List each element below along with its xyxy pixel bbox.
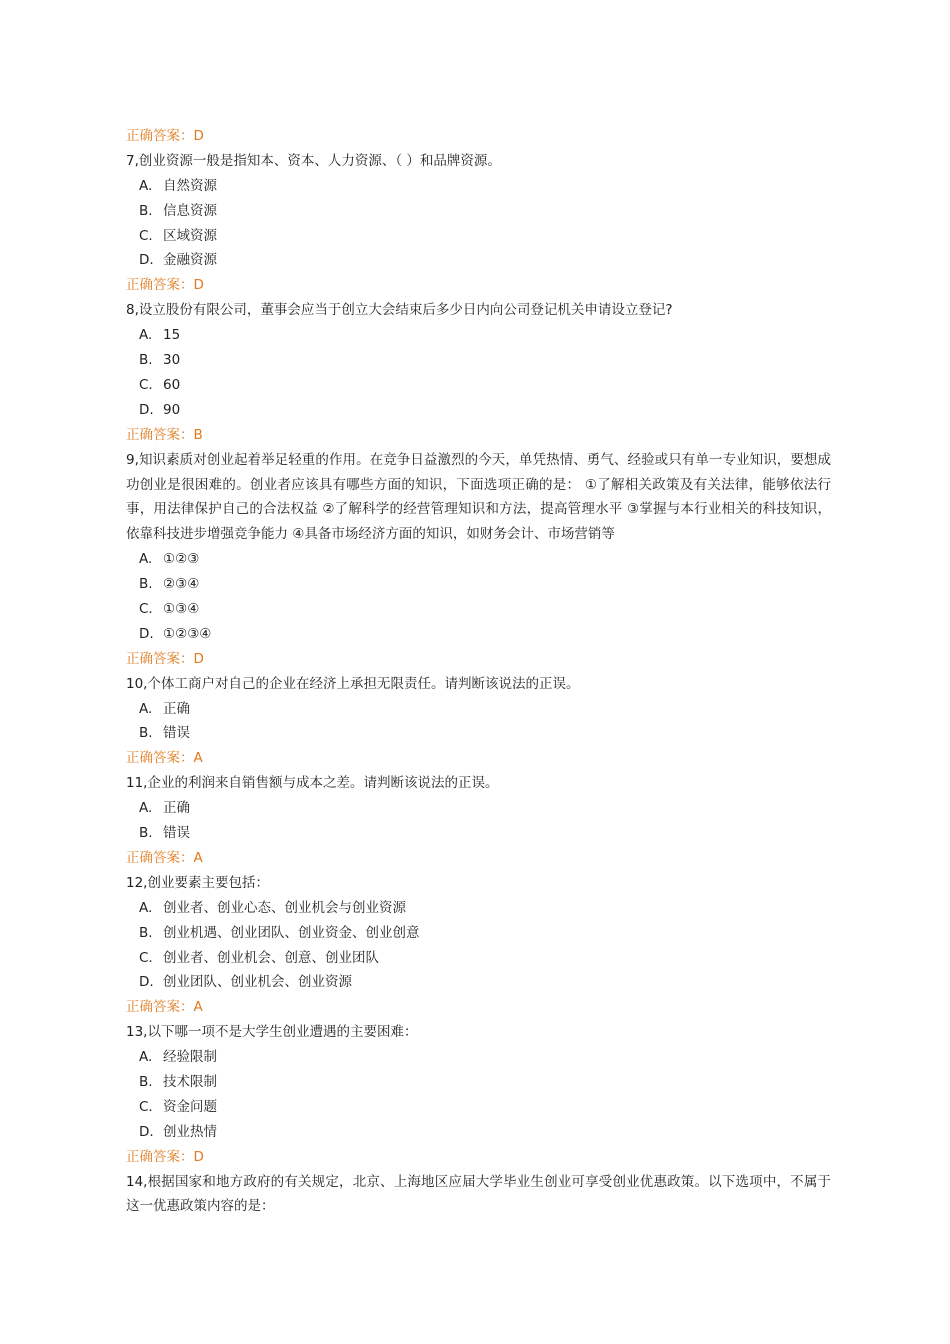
option-text: 资金问题	[163, 1098, 217, 1115]
option-text: 创业者、创业心态、创业机会与创业资源	[163, 899, 406, 916]
answer-line: 正确答案：A	[126, 849, 203, 866]
option-text: 经验限制	[163, 1049, 217, 1066]
option-key: D.	[139, 401, 154, 418]
question-block	[126, 1170, 831, 1220]
option-key: A.	[139, 327, 153, 344]
option-item	[126, 348, 831, 373]
question-stem: 11,企业的利润来自销售额与成本之差。请判断该说法的正误。	[126, 775, 499, 792]
option-text: 15	[163, 327, 181, 344]
option-text: 错误	[163, 725, 190, 742]
option-key: D.	[139, 252, 154, 269]
option-key: B.	[139, 825, 153, 842]
option-key: B.	[139, 352, 153, 369]
option-item	[126, 224, 831, 249]
question-block	[126, 771, 831, 871]
option-text: 错误	[163, 825, 190, 842]
option-item	[126, 896, 831, 921]
option-text: 90	[163, 401, 181, 418]
option-key: B.	[139, 202, 153, 219]
option-item	[126, 398, 831, 423]
answer-line: 正确答案：B	[126, 426, 203, 443]
option-key: A.	[139, 1049, 153, 1066]
answer-line: 正确答案：D	[126, 128, 204, 144]
option-key: A.	[139, 551, 153, 568]
option-item	[126, 1070, 831, 1095]
option-text: 创业热情	[163, 1123, 217, 1140]
option-item	[126, 323, 831, 348]
option-item	[126, 199, 831, 224]
option-key: D.	[139, 974, 154, 991]
option-key: B.	[139, 924, 153, 941]
option-text: ①③④	[163, 601, 200, 618]
option-text: ②③④	[163, 576, 200, 593]
option-item	[126, 547, 831, 572]
option-text: 金融资源	[163, 252, 217, 269]
option-item	[126, 174, 831, 199]
option-text: 自然资源	[163, 177, 217, 194]
question-block	[126, 298, 831, 447]
question-stem: 14,根据国家和地方政府的有关规定，北京、上海地区应届大学毕业生创业可享受创业优惠政策。以下选项中，不属于这一优惠政策内容的是：	[126, 1173, 831, 1215]
option-item	[126, 796, 831, 821]
question-stem: 7,创业资源一般是指知本、资本、人力资源、（ ）和品牌资源。	[126, 152, 501, 169]
question-block	[126, 448, 831, 672]
option-text: 创业者、创业机会、创意、创业团队	[163, 949, 379, 966]
option-key: C.	[139, 949, 153, 966]
option-text: 30	[163, 352, 181, 369]
option-key: C.	[139, 601, 153, 618]
option-text: 60	[163, 376, 181, 393]
option-text: 信息资源	[163, 202, 217, 219]
option-item	[126, 821, 831, 846]
option-item	[126, 970, 831, 995]
option-key: C.	[139, 227, 153, 244]
option-item	[126, 946, 831, 971]
option-text: 正确	[163, 800, 190, 817]
question-list	[126, 149, 831, 1219]
option-text: 创业机遇、创业团队、创业资金、创业创意	[163, 924, 420, 941]
option-key: B.	[139, 576, 153, 593]
document-page	[126, 124, 831, 1219]
option-item	[126, 721, 831, 746]
option-text: ①②③④	[163, 625, 212, 642]
option-key: C.	[139, 1098, 153, 1115]
question-stem: 8,设立股份有限公司，董事会应当于创立大会结束后多少日内向公司登记机关申请设立登记?	[126, 302, 673, 319]
option-text: 区域资源	[163, 227, 217, 244]
option-key: A.	[139, 800, 153, 817]
answer-line: 正确答案：D	[126, 277, 204, 294]
option-item	[126, 1120, 831, 1145]
question-block	[126, 672, 831, 772]
option-text: 正确	[163, 700, 190, 717]
option-key: D.	[139, 1123, 154, 1140]
option-item	[126, 572, 831, 597]
option-text: 技术限制	[163, 1074, 217, 1090]
option-item	[126, 697, 831, 722]
option-text: ①②③	[163, 551, 200, 568]
question-stem: 12,创业要素主要包括：	[126, 874, 269, 891]
question-block	[126, 871, 831, 1020]
question-stem: 9,知识素质对创业起着举足轻重的作用。在竞争日益激烈的今天，单凭热情、勇气、经验或只有单一专业知识，要想成功创业是很困难的。创业者应该具有哪些方面的知识，下面选项正确的是： ①了解相关政策及有关法律，能够依法行事，用法律保护自己的合法权益 ②了解科学的经营管理知识和方法，提高管理水平 ③掌握与本行业相关的科技知识，依靠科技进步增强竞争能力 ④具备市场经济方面的知识，如财务会计、市场营销等	[126, 451, 831, 543]
answer-line: 正确答案：A	[126, 750, 203, 767]
option-key: A.	[139, 177, 153, 194]
option-text: 创业团队、创业机会、创业资源	[163, 974, 352, 991]
option-item	[126, 921, 831, 946]
option-item	[126, 1095, 831, 1120]
question-stem: 13,以下哪一项不是大学生创业遭遇的主要困难：	[126, 1024, 418, 1041]
answer-line: 正确答案：D	[126, 650, 204, 667]
option-key: B.	[139, 1074, 153, 1090]
question-block	[126, 1020, 831, 1169]
option-key: D.	[139, 625, 154, 642]
option-item	[126, 1045, 831, 1070]
question-block	[126, 149, 831, 298]
option-key: C.	[139, 376, 153, 393]
option-key: A.	[139, 899, 153, 916]
option-item	[126, 597, 831, 622]
question-stem: 10,个体工商户对自己的企业在经济上承担无限责任。请判断该说法的正误。	[126, 675, 580, 692]
answer-line: 正确答案：A	[126, 999, 203, 1016]
option-key: A.	[139, 700, 153, 717]
option-item	[126, 622, 831, 647]
option-key: B.	[139, 725, 153, 742]
option-item	[126, 373, 831, 398]
option-item	[126, 248, 831, 273]
answer-line: 正确答案：D	[126, 1148, 204, 1165]
